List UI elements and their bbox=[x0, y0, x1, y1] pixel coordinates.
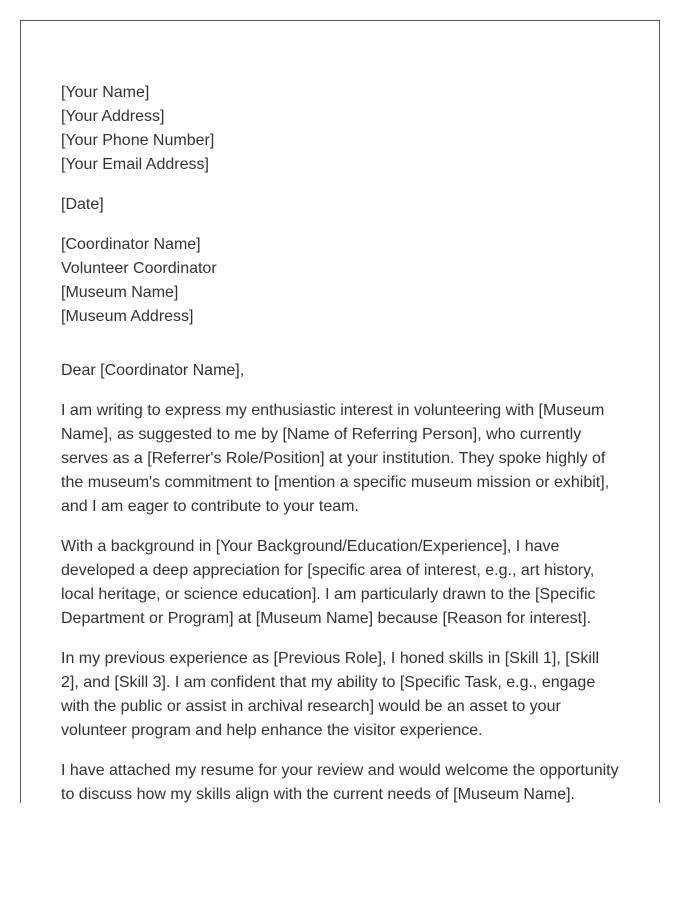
recipient-museum: [Museum Name] bbox=[61, 284, 179, 301]
sender-phone: [Your Phone Number] bbox=[61, 132, 215, 149]
letter-content bbox=[61, 81, 621, 803]
recipient-title: Volunteer Coordinator bbox=[61, 260, 217, 277]
recipient-block bbox=[61, 233, 621, 329]
date-block bbox=[61, 193, 621, 217]
recipient-name: [Coordinator Name] bbox=[61, 236, 201, 253]
sender-address: [Your Address] bbox=[61, 108, 165, 125]
salutation: Dear [Coordinator Name], bbox=[61, 362, 245, 379]
body-paragraph-4: I have attached my resume for your review and would welcome the opportunity to discuss how my skills align with the current needs of [Museum Name]. bbox=[61, 762, 619, 803]
letter-date: [Date] bbox=[61, 196, 104, 213]
sender-name: [Your Name] bbox=[61, 84, 150, 101]
letter-page bbox=[20, 20, 660, 803]
sender-block bbox=[61, 81, 621, 177]
recipient-address: [Museum Address] bbox=[61, 308, 194, 325]
body-paragraph-3: In my previous experience as [Previous Role], I honed skills in [Skill 1], [Skill 2], and [Skill 3]. I am confident that my ability to [Specific Task, e.g., engage with the public or assist in archival research] would be an asset to your volunteer program and help enhance the visitor experience. bbox=[61, 650, 600, 739]
sender-email: [Your Email Address] bbox=[61, 156, 209, 173]
body-paragraph-2: With a background in [Your Background/Education/Experience], I have developed a deep appreciation for [specific area of interest, e.g., art history, local heritage, or science education]. I am particularly drawn to the [Specific Department or Program] at [Museum Name] because [Reason for interest]. bbox=[61, 538, 596, 627]
body-paragraph-1: I am writing to express my enthusiastic interest in volunteering with [Museum Name], as suggested to me by [Name of Referring Person], who currently serves as a [Referrer's Role/Position] at your institution. They spoke highly of the museum's commitment to [mention a specific museum mission or exhibit], and I am eager to contribute to your team. bbox=[61, 402, 610, 515]
